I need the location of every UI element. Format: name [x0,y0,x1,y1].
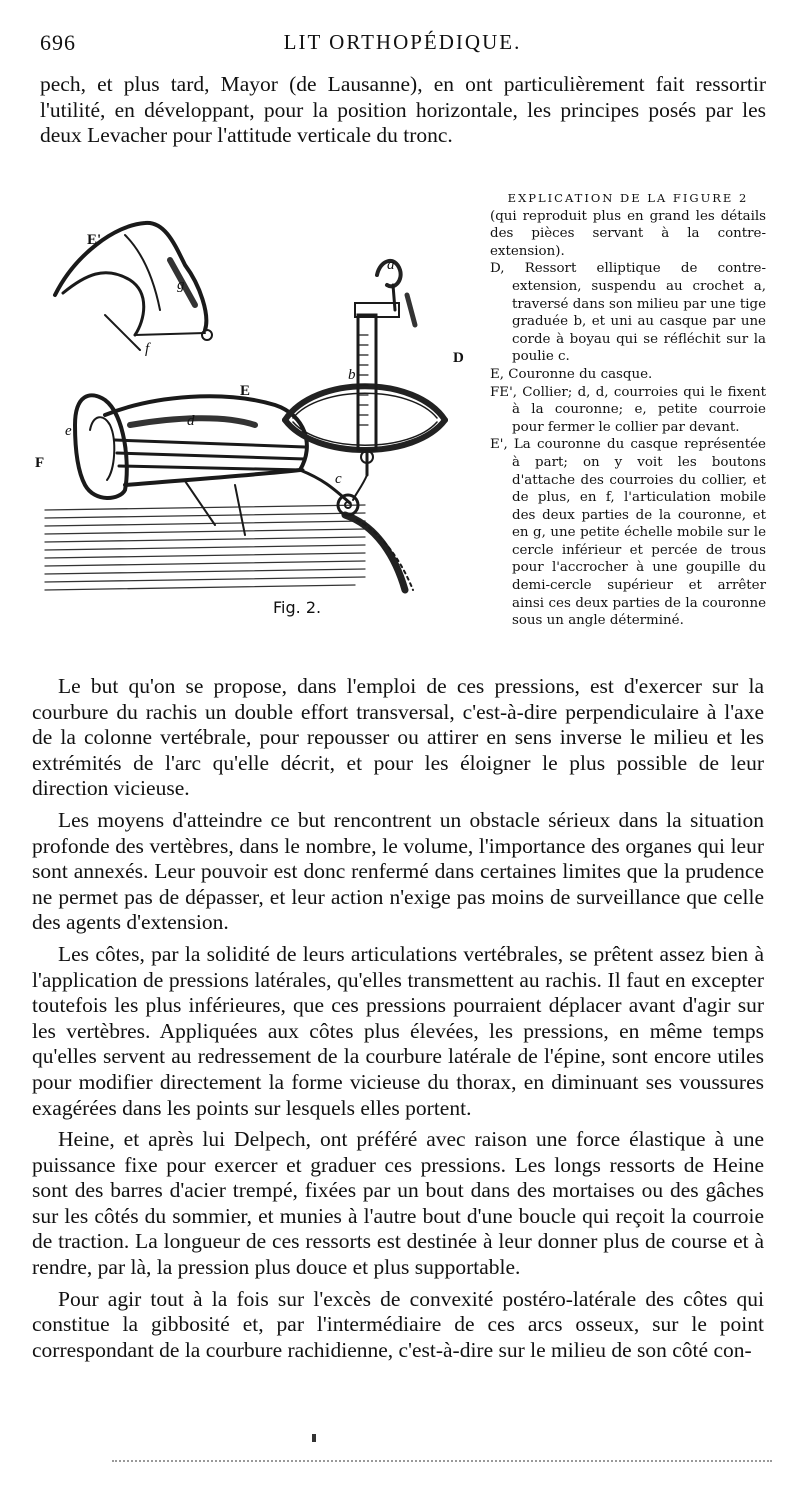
paragraph-1: Le but qu'on se propose, dans l'emploi de ces pressions, est d'exercer sur la courbure du rachis un double effort transversal, c'est-à-dire perpendiculaire à l'axe de la colonne vertébrale, pour repousser ou attirer en sens inverse le milieu et les extrémités de l'arc qu'elle décrit, et pour les éloigner le plus possible de leur direction vicieuse. [32,674,764,801]
label-b: b [348,367,356,383]
legend-item-e: E, Couronne du casque. [490,366,653,382]
paragraph-2: Les moyens d'atteindre ce but rencontrent un obstacle sérieux dans la situation profonde des vertèbres, dans le nombre, le volume, l'importance des organes qui leur sont annexés. Leur pouvoir est donc renfermé dans certaines limites que la prudence ne permet pas de dépasser, et leur action n'exige pas moins de surveillance que celle des agents d'extension. [32,807,764,935]
running-title: LIT ORTHOPÉDIQUE. [283,30,522,54]
figure-caption: Fig. 2. [273,598,322,617]
figure-legend [490,190,766,630]
legend-item-fe: FE', Collier; d, d, courroies qui le fixent à la couronne; e, petite courroie pour fermer le collier par devant. [490,384,766,435]
legend-item-d: D, Ressort elliptique de contre-extension, suspendu au crochet a, traversé dans son milieu par une tige graduée b, et uni au casque par une corde à boyau qui se réfléchit sur la poulie c. [490,261,766,365]
label-c: c [335,471,342,487]
page-number: 696 [40,30,76,55]
label-d-strap: d [187,413,195,429]
figure-2 [35,185,495,625]
label-e-strap: e [65,423,72,439]
label-g: g [177,277,185,293]
page-header [40,30,765,60]
label-f-collar: F [35,455,45,471]
footer-mark [312,1434,316,1442]
label-e: E [240,383,251,399]
label-e-prime: E' [87,232,102,248]
legend-subtitle: (qui reproduit plus en grand les détails des pièces servant à la contre-extension). [490,208,766,259]
body-text [32,674,764,1369]
orthopedic-device-engraving [35,185,495,625]
label-f: f [145,341,150,357]
paragraph-4: Heine, et après lui Delpech, ont préféré avec raison une force élastique à une puissance fixe pour exercer et graduer ces pressions. Les longs ressorts de Heine sont des barres d'acier trempé, fixées par un bout dans des mortaises ou des gâches sur les côtés du sommier, et munies à l'autre bout d'une boucle qui reçoit la courroie de traction. La longueur de ces ressorts est destinée à leur donner plus de course et à rendre, par là, la pression plus douce et plus supportable. [32,1127,764,1280]
legend-title: EXPLICATION DE LA FIGURE 2 [507,191,749,205]
label-a: a [387,257,395,273]
footer-rule [112,1460,772,1462]
paragraph-3: Les côtes, par la solidité de leurs articulations vertébrales, se prêtent assez bien à l'application de pressions latérales, qu'elles transmettent au rachis. Il faut en excepter toutefois les plus inférieures, que ces pressions pourraient déplacer avant d'agir sur les vertèbres. Appliquées aux côtes plus élevées, les pressions, en même temps qu'elles servent au redressement de la courbure latérale de l'épine, sont encore utiles pour modifier directement la forme vicieuse du thorax, en diminuant ses voussures exagérées dans les points sur lesquels elles portent. [32,941,764,1120]
paragraph-5: Pour agir tout à la fois sur l'excès de convexité postéro-latérale des côtes qui constitue la gibbosité et, par l'intermédiaire de ces arcs osseux, sur le point correspondant de la courbure rachidienne, c'est-à-dire sur le milieu de son côté con- [32,1286,764,1362]
legend-item-e-prime: E', La couronne du casque représentée à part; on y voit les boutons d'attache des courroies du collier, et de plus, en f, l'articulation mobile des deux parties de la couronne, et en g, une petite échelle mobile sur le cercle inférieur et percée de trous pour l'accrocher à une goupille du demi-cercle supérieur et arrêter ainsi ces deux parties de la couronne sous un angle déterminé. [490,437,766,629]
label-d-spring: D [453,350,464,366]
intro-paragraph: pech, et plus tard, Mayor (de Lausanne), en ont particulièrement fait ressortir l'utilité, en développant, pour la position horizontale, les principes posés par les deux Levacher pour l'attitude verticale du tronc. [40,72,766,147]
